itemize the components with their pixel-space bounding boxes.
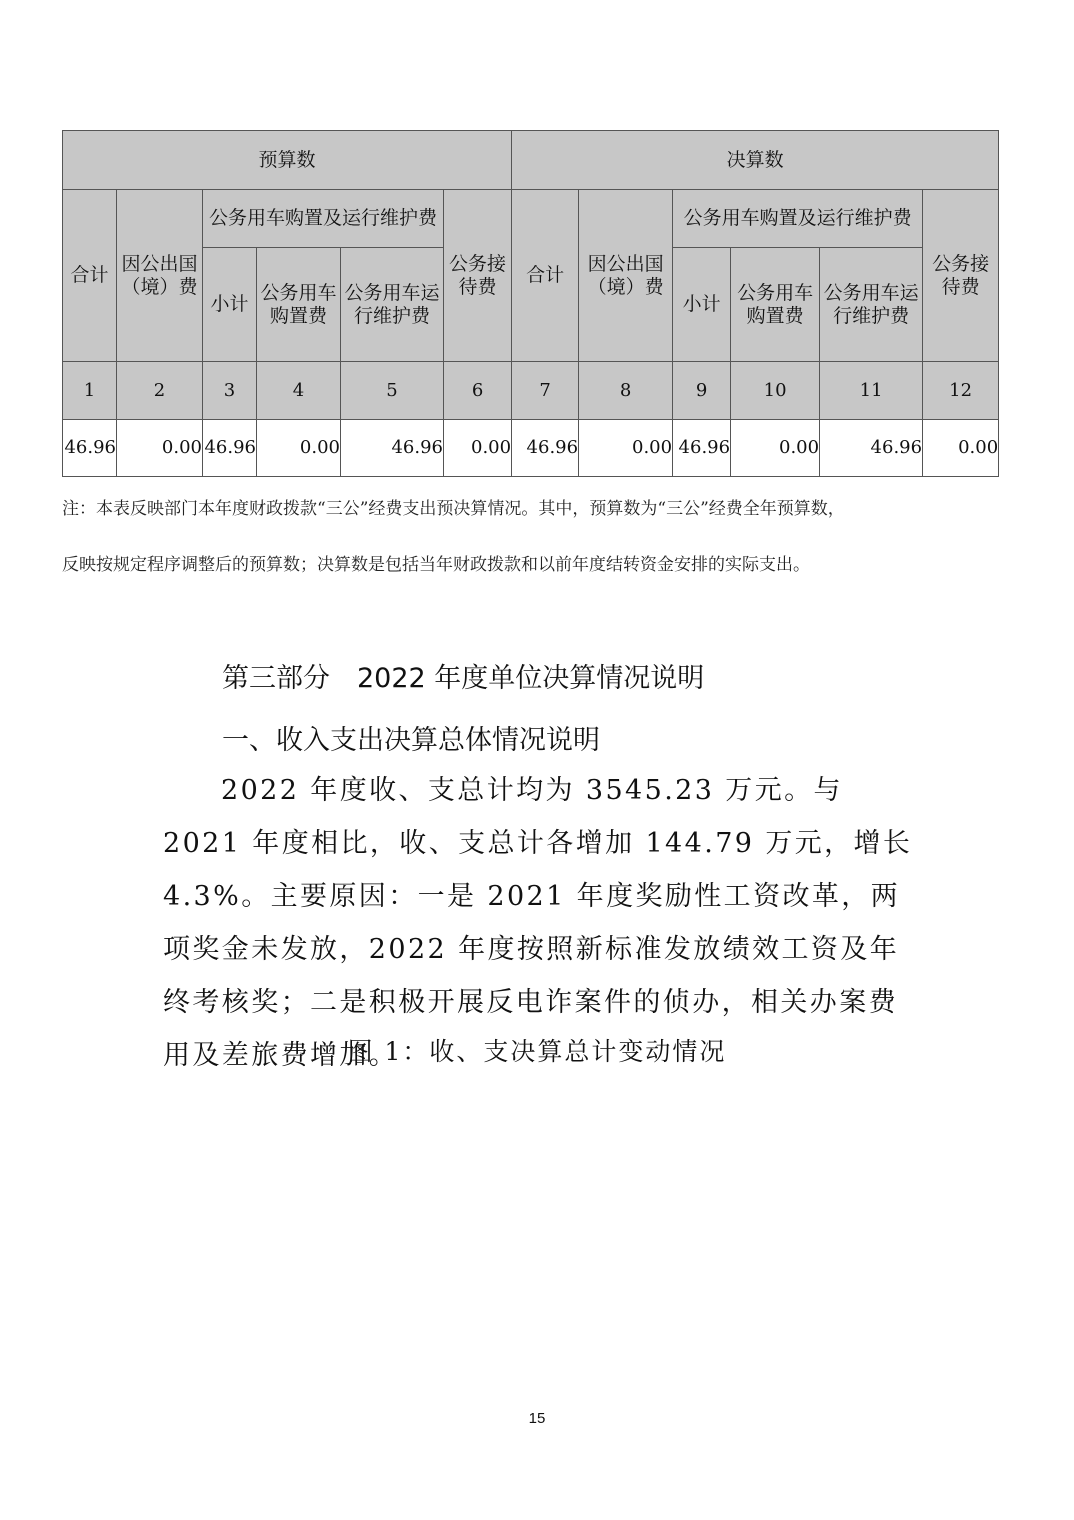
table-note-line-1: 注：本表反映部门本年度财政拨款“三公”经费支出预决算情况。其中，预算数为“三公”经费全年预算数， bbox=[62, 499, 845, 519]
index-cell: 12 bbox=[923, 362, 999, 420]
section-title: 第三部分 2022 年度单位决算情况说明 bbox=[222, 663, 705, 694]
body-paragraph-text: 2022 年度收、支总计均为 3545.23 万元。与 2021 年度相比，收、支总计各增加 144.79 万元，增长 4.3%。主要原因：一是 2021 年度奖励性工资改革，两项奖金未发放，2022 年度按照新标准发放绩效工资及年终考核奖；二是积极开展反电诈案件的侦办，相关办案费用及差旅费增加。 bbox=[163, 775, 913, 1071]
value-cell: 0.00 bbox=[731, 420, 820, 477]
subsection-title: 一、收入支出决算总体情况说明 bbox=[222, 725, 600, 756]
final-vehicle-run-header: 公务用车运 行维护费 bbox=[820, 248, 923, 362]
budget-reception-header: 公务接 待费 bbox=[444, 190, 512, 362]
index-cell: 11 bbox=[820, 362, 923, 420]
value-cell: 46.96 bbox=[203, 420, 257, 477]
final-abroad-header: 因公出国 （境）费 bbox=[579, 190, 673, 362]
index-cell: 9 bbox=[673, 362, 731, 420]
table-note-line-2: 反映按规定程序调整后的预算数；决算数是包括当年财政拨款和以前年度结转资金安排的实际支出。 bbox=[62, 555, 810, 575]
value-cell: 46.96 bbox=[820, 420, 923, 477]
final-total-header: 合计 bbox=[512, 190, 579, 362]
final-vehicle-buy-header: 公务用车 购置费 bbox=[731, 248, 820, 362]
final-subtotal-header: 小计 bbox=[673, 248, 731, 362]
index-cell: 4 bbox=[257, 362, 341, 420]
value-cell: 46.96 bbox=[673, 420, 731, 477]
index-row bbox=[63, 362, 999, 420]
budget-vehicle-run-header: 公务用车运 行维护费 bbox=[341, 248, 444, 362]
index-cell: 5 bbox=[341, 362, 444, 420]
index-cell: 2 bbox=[117, 362, 203, 420]
value-cell: 46.96 bbox=[341, 420, 444, 477]
value-cell: 0.00 bbox=[444, 420, 512, 477]
value-cell: 0.00 bbox=[117, 420, 203, 477]
value-cell: 0.00 bbox=[579, 420, 673, 477]
index-cell: 7 bbox=[512, 362, 579, 420]
value-cell: 46.96 bbox=[512, 420, 579, 477]
index-cell: 10 bbox=[731, 362, 820, 420]
budget-abroad-header: 因公出国 （境）费 bbox=[117, 190, 203, 362]
budget-total-header: 合计 bbox=[63, 190, 117, 362]
three-public-expenses-table bbox=[62, 130, 999, 477]
value-cell: 0.00 bbox=[923, 420, 999, 477]
group-budget-header: 预算数 bbox=[63, 131, 512, 190]
value-cell: 0.00 bbox=[257, 420, 341, 477]
index-cell: 3 bbox=[203, 362, 257, 420]
value-row bbox=[63, 420, 999, 477]
index-cell: 6 bbox=[444, 362, 512, 420]
figure-caption: 图 1：收、支决算总计变动情况 bbox=[347, 1037, 727, 1066]
budget-subtotal-header: 小计 bbox=[203, 248, 257, 362]
value-cell: 46.96 bbox=[63, 420, 117, 477]
final-vehicle-group-header: 公务用车购置及运行维护费 bbox=[673, 190, 923, 248]
group-final-header: 决算数 bbox=[512, 131, 999, 190]
budget-vehicle-buy-header: 公务用车 购置费 bbox=[257, 248, 341, 362]
budget-vehicle-group-header: 公务用车购置及运行维护费 bbox=[203, 190, 444, 248]
final-reception-header: 公务接 待费 bbox=[923, 190, 999, 362]
index-cell: 1 bbox=[63, 362, 117, 420]
page-number: 15 bbox=[528, 1410, 546, 1427]
index-cell: 8 bbox=[579, 362, 673, 420]
